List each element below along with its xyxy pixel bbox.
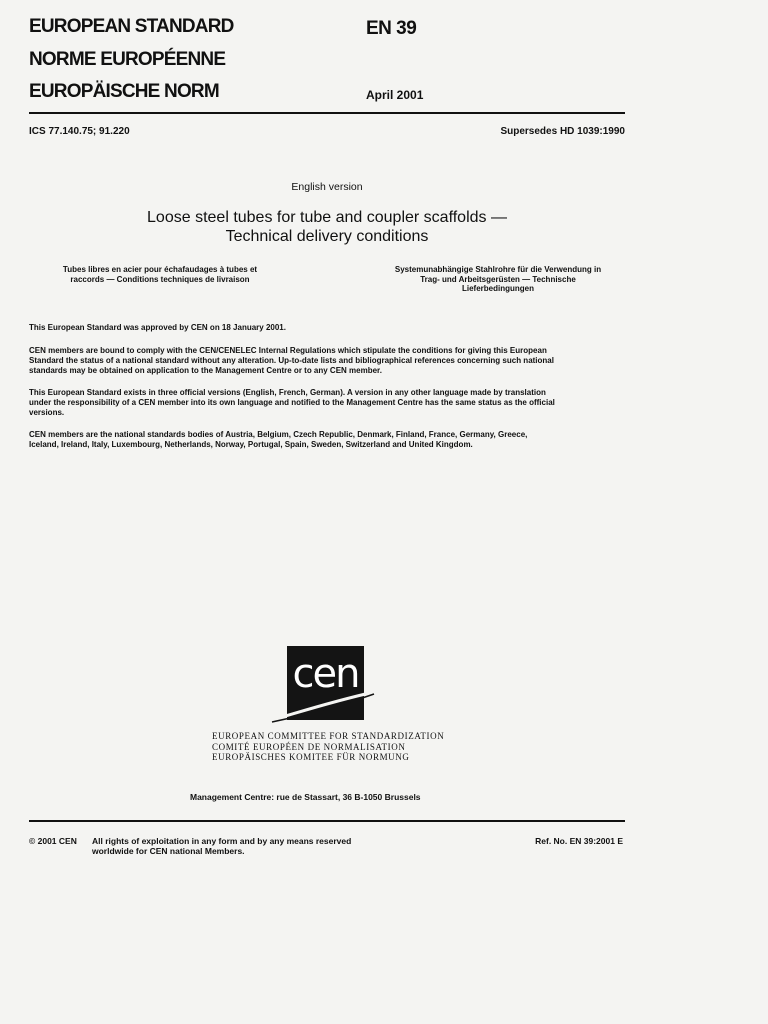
title-line-2: Technical delivery conditions <box>225 228 429 245</box>
german-title-line-1: Systemunabhängige Stahlrohre für die Verwendung in <box>394 265 602 274</box>
french-title-line-1: Tubes libres en acier pour échafaudages à tubes et <box>62 265 258 274</box>
cen-name-english: EUROPEAN COMMITTEE FOR STANDARDIZATION <box>212 731 445 741</box>
publication-date: April 2001 <box>366 88 424 102</box>
paragraph-line: Standard the status of a national standard without any alteration. Up-to-date lists and bibliographical references concerning such national <box>29 356 554 365</box>
approval-paragraph: This European Standard was approved by CEN on 18 January 2001. <box>29 323 286 332</box>
german-title <box>368 265 628 294</box>
cen-name-german: EUROPÄISCHES KOMITEE FÜR NORMUNG <box>212 752 410 762</box>
members-paragraph <box>29 430 625 450</box>
paragraph-line: versions. <box>29 408 65 417</box>
version-label: English version <box>291 181 363 193</box>
french-title-line-2: raccords — Conditions techniques de livraison <box>70 274 250 284</box>
reference-number: Ref. No. EN 39:2001 E <box>535 836 623 846</box>
paragraph-line: standards may be obtained on application to the Management Centre or to any CEN member. <box>29 366 382 375</box>
german-title-line-3: Lieferbedingungen <box>462 284 534 293</box>
ics-code: ICS 77.140.75; 91.220 <box>29 126 130 137</box>
document-title <box>100 208 554 246</box>
header-english: EUROPEAN STANDARD <box>29 16 234 37</box>
paragraph-line: CEN members are the national standards bodies of Austria, Belgium, Czech Republic, Denmark, Finland, France, Germany, Greece, <box>29 430 528 439</box>
rights-line-2: worldwide for CEN national Members. <box>92 846 245 856</box>
cen-name-french: COMITÉ EUROPÉEN DE NORMALISATION <box>212 741 406 752</box>
rights-statement <box>92 836 351 856</box>
header-german: EUROPÄISCHE NORM <box>29 81 219 102</box>
paragraph-line: This European Standard exists in three official versions (English, French, German). A version in any other language made by translation <box>29 388 546 397</box>
paragraph-line: CEN members are bound to comply with the CEN/CENELEC Internal Regulations which stipulate the conditions for giving this European <box>29 346 547 355</box>
versions-paragraph <box>29 388 625 418</box>
header-french: NORME EUROPÉENNE <box>29 49 226 70</box>
french-title <box>30 265 290 284</box>
rights-line-1: All rights of exploitation in any form and by any means reserved <box>92 836 352 846</box>
footer-rule <box>29 820 625 822</box>
title-line-1: Loose steel tubes for tube and coupler scaffolds — <box>147 209 507 226</box>
paragraph-line: Iceland, Ireland, Italy, Luxembourg, Netherlands, Norway, Portugal, Spain, Sweden, Switzerland and United Kingdom. <box>29 440 473 449</box>
management-centre-address: Management Centre: rue de Stassart, 36 B-1050 Brussels <box>190 792 421 802</box>
cen-committee-names <box>212 731 444 763</box>
copyright: © 2001 CEN <box>29 836 77 846</box>
cen-logo-swoosh <box>270 684 380 724</box>
membership-paragraph <box>29 346 625 376</box>
cen-logo-text: cen <box>292 651 359 697</box>
standard-number: EN 39 <box>366 18 417 39</box>
supersedes-note: Supersedes HD 1039:1990 <box>500 126 625 137</box>
german-title-line-2: Trag- und Arbeitsgerüsten — Technische <box>420 274 576 284</box>
paragraph-line: under the responsibility of a CEN member into its own language and notified to the Management Centre has the same status as the official <box>29 398 555 407</box>
header-rule <box>29 112 625 114</box>
